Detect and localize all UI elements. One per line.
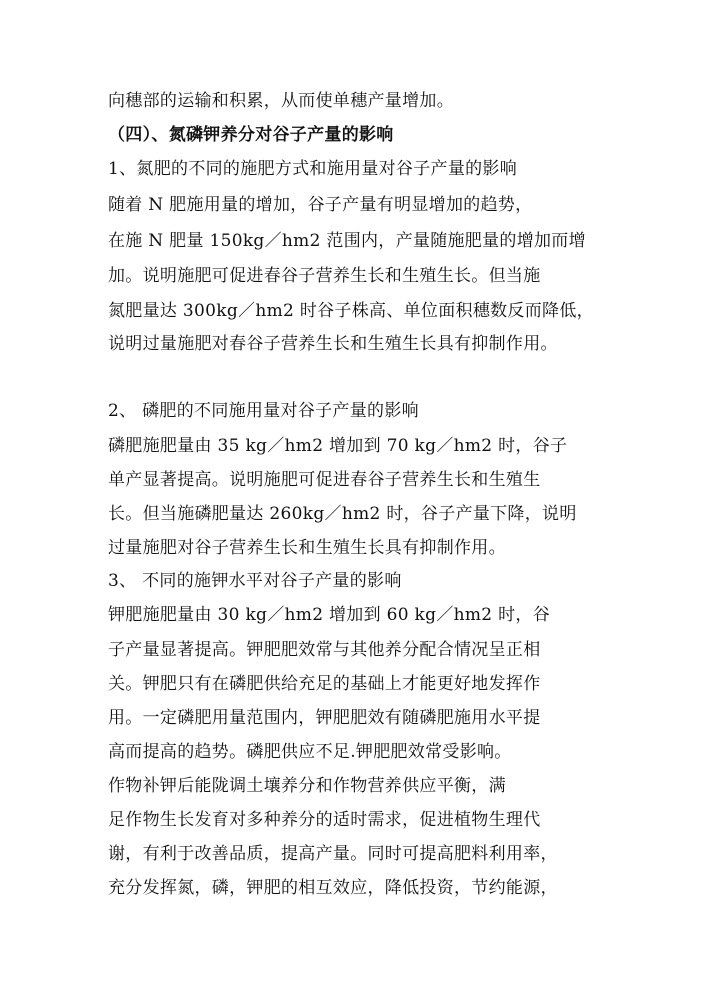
text-line: 加。说明施肥可促进春谷子营养生长和生殖生长。但当施 <box>108 266 541 286</box>
text-line: 向穗部的运输和积累，从而使单穗产量增加。 <box>108 91 454 111</box>
text-line: 过量施肥对谷子营养生长和生殖生长具有抑制作用。 <box>108 538 506 558</box>
text-line: 说明过量施肥对春谷子营养生长和生殖生长具有抑制作用。 <box>108 334 558 354</box>
text-line: 磷肥施肥量由 35 kg／hm2 增加到 70 kg／hm2 时，谷子 <box>108 436 568 456</box>
subsection-heading: 1、氮肥的不同的施肥方式和施用量对谷子产量的影响 <box>108 159 518 179</box>
text-line: 在施 N 肥量 150kg／hm2 范围内，产量随施肥量的增加而增 <box>108 231 586 251</box>
subsection-heading: 3、 不同的施钾水平对谷子产量的影响 <box>108 571 402 591</box>
text-line: 钾肥施肥量由 30 kg／hm2 增加到 60 kg／hm2 时，谷 <box>108 605 551 625</box>
text-line: 子产量显著提高。钾肥肥效常与其他养分配合情况呈正相 <box>108 640 541 660</box>
subsection-heading: 2、 磷肥的不同施用量对谷子产量的影响 <box>108 401 419 421</box>
text-line: 随着 N 肥施用量的增加，谷子产量有明显增加的趋势， <box>108 195 533 215</box>
text-line: 高而提高的趋势。磷肥供应不足.钾肥肥效常受影响。 <box>108 742 512 762</box>
text-line: 单产显著提高。说明施肥可促进春谷子营养生长和生殖生 <box>108 470 541 490</box>
text-line: 足作物生长发育对多种养分的适时需求，促进植物生理代 <box>108 810 541 830</box>
section-heading: （四）、氮磷钾养分对谷子产量的影响 <box>108 125 394 145</box>
text-line: 关。钾肥只有在磷肥供给充足的基础上才能更好地发挥作 <box>108 674 541 694</box>
text-line: 长。但当施磷肥量达 260kg／hm2 时，谷子产量下降，说明 <box>108 504 577 524</box>
text-line: 氮肥量达 300kg／hm2 时谷子株高、单位面积穗数反而降低， <box>108 301 594 321</box>
text-line: 用。一定磷肥用量范围内，钾肥肥效有随磷肥施用水平提 <box>108 708 541 728</box>
text-line: 谢，有利于改善品质，提高产量。同时可提高肥料利用率， <box>108 844 558 864</box>
text-line: 作物补钾后能陇调土壤养分和作物营养供应平衡，满 <box>108 776 506 796</box>
text-line: 充分发挥氮，磷，钾肥的相互效应，降低投资，节约能源， <box>108 878 558 898</box>
